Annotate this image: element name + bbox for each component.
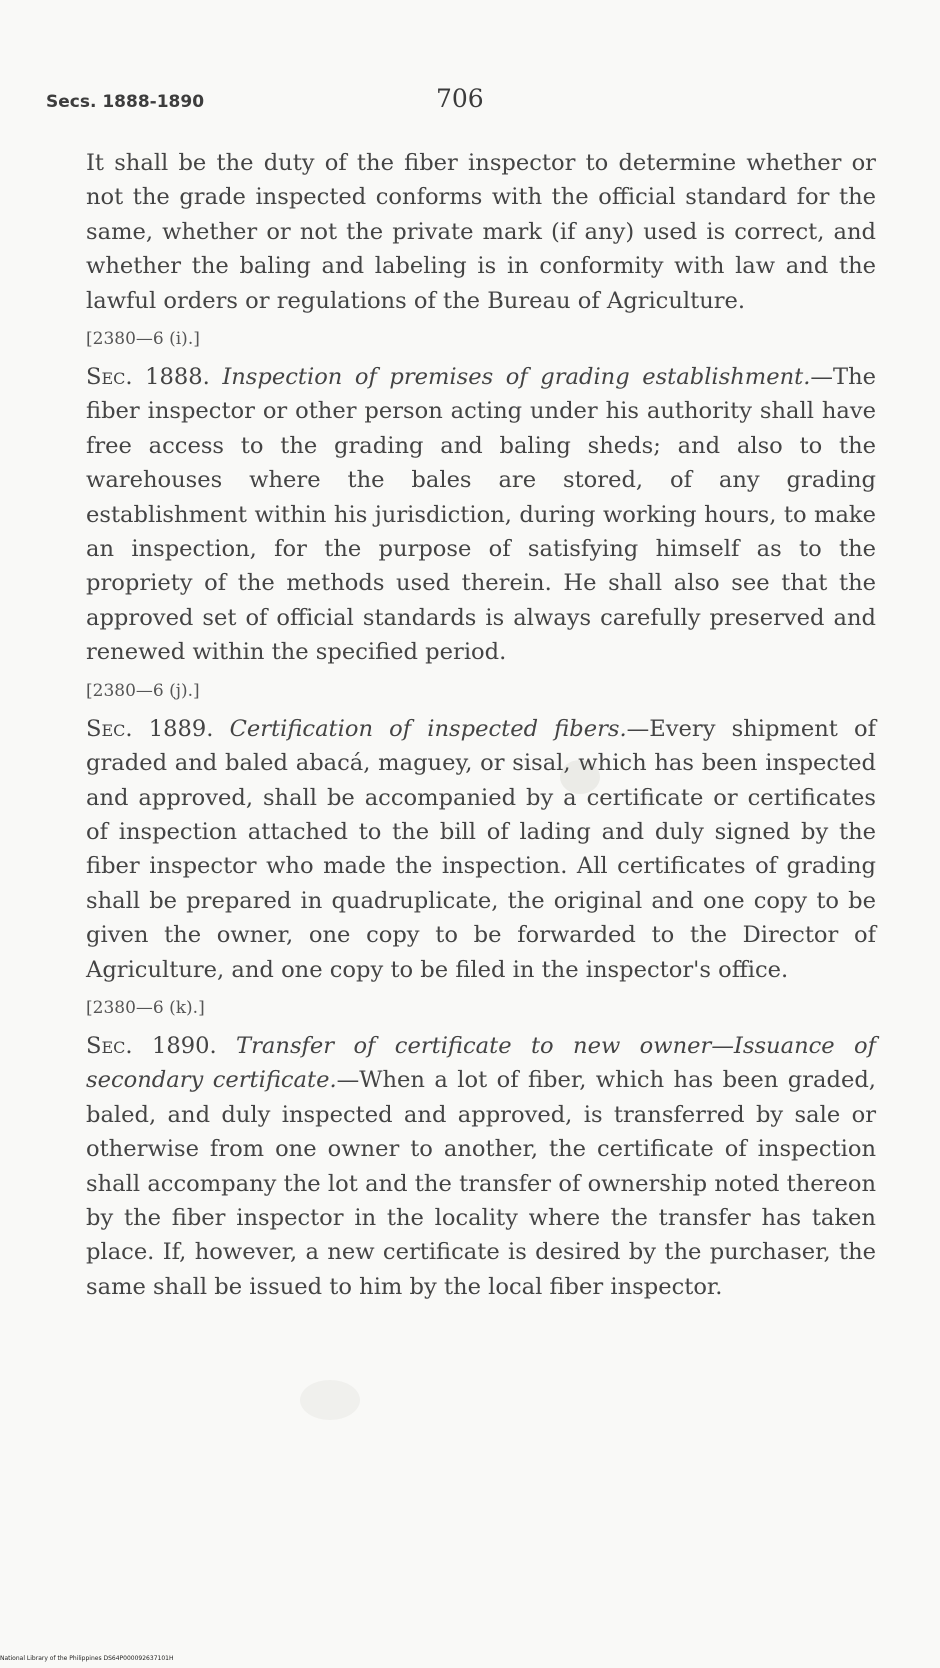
section-label: Sec. 1888. (86, 364, 210, 391)
section-title: Inspection of premises of grading establishment. (222, 364, 811, 391)
section-text: —Every shipment of graded and baled abacá, maguey, or sisal, which has been inspected and approved, shall be accompanied by a certificate or certificates of inspection attached to the bill of lading and duly signed by the fiber inspector who made the inspection. All certificates of grading shall be prepared in quadruplicate, the original and one copy to be given the owner, one copy to be forwarded to the Director of Agriculture, and one copy to be filed in the inspector's office. (86, 715, 876, 983)
section-title: Certification of inspected fibers. (229, 715, 627, 742)
scan-footer: National Library of the Philippines DS64P000092637101H (0, 1655, 174, 1662)
section-1889 (86, 712, 876, 987)
paper-smudge (300, 1380, 360, 1420)
paragraph-intro: It shall be the duty of the fiber inspector to determine whether or not the grade inspected conforms with the official standard for the same, whether or not the private mark (if any) used is correct, and whether the baling and labeling is in conformity with law and the lawful orders or regulations of the Bureau of Agriculture. (86, 150, 876, 314)
section-1890 (86, 1029, 876, 1304)
section-1888 (86, 360, 876, 670)
reference-3: [2380—6 (k).] (86, 997, 205, 1018)
reference-2: [2380—6 (j).] (86, 680, 200, 701)
section-text: —The fiber inspector or other person acting under his authority shall have free access to the grading and baling sheds; and also to the warehouses where the bales are stored, of any grading establishment within his jurisdiction, during working hours, to make an inspection, for the purpose of satisfying himself as to the propriety of the methods used therein. He shall also see that the approved set of official standards is always carefully preserved and renewed within the specified period. (86, 364, 876, 666)
reference-1: [2380—6 (i).] (86, 329, 200, 350)
page-header (46, 84, 886, 124)
section-title: Transfer of certificate to new owner—Issuance of secondary certificate. (86, 1032, 876, 1094)
section-range: Secs. 1888-1890 (46, 92, 205, 112)
page-number: 706 (436, 84, 484, 113)
section-label: Sec. 1890. (86, 1032, 217, 1059)
section-label: Sec. 1889. (86, 715, 214, 742)
body-text (86, 146, 876, 1304)
section-text: —When a lot of fiber, which has been graded, baled, and duly inspected and approved, is transferred by sale or otherwise from one owner to another, the certificate of inspection shall accompany the lot and the transfer of ownership noted thereon by the fiber inspector in the locality where the transfer has taken place. If, however, a new certificate is desired by the purchaser, the same shall be issued to him by the local fiber inspector. (86, 1067, 876, 1300)
